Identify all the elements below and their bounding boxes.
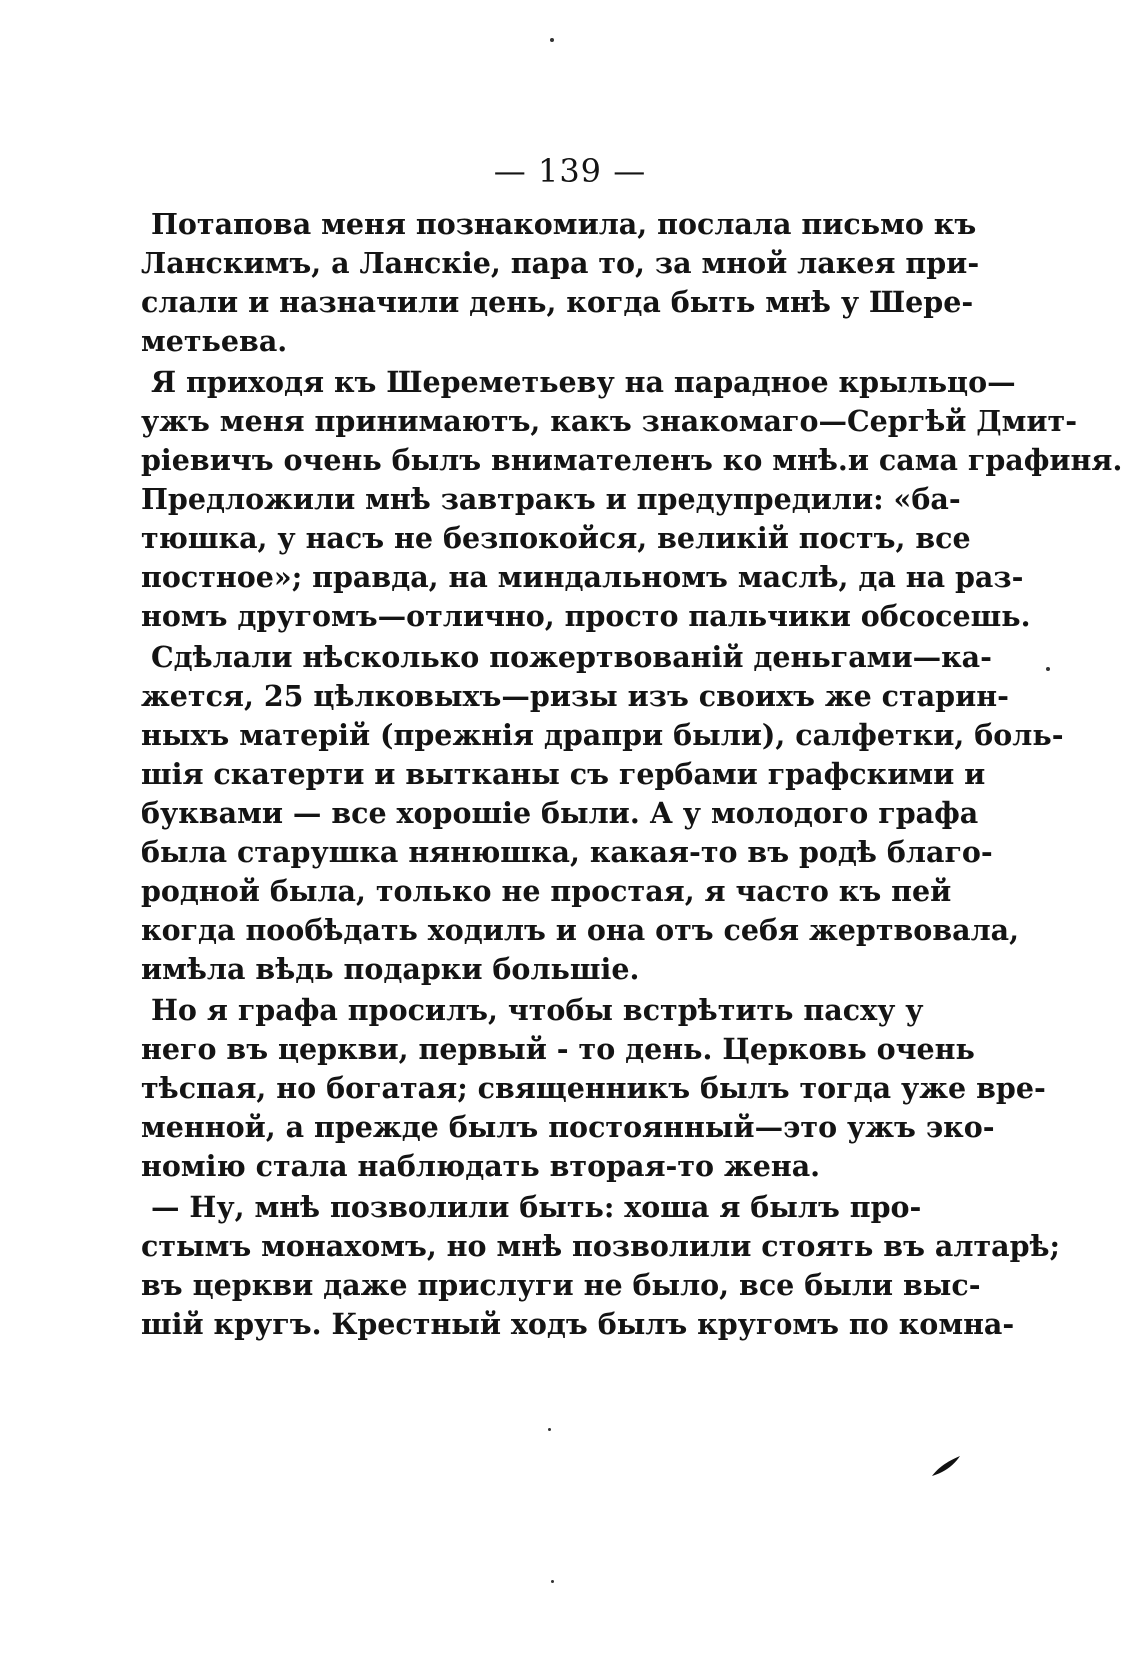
- page-number: — 139 —: [493, 152, 647, 190]
- text-line: была старушка нянюшка, какая-то въ родѣ благо-: [141, 835, 993, 869]
- text-line: постное»; правда, на миндальномъ маслѣ, да на раз-: [141, 560, 1024, 594]
- text-line: тюшка, у насъ не безпокойся, великій постъ, все: [141, 521, 971, 555]
- text-line: метьева.: [141, 324, 288, 358]
- text-line: Потапова меня познакомила, послала письмо къ: [151, 207, 977, 241]
- text-line: него въ церкви, первый - то день. Церковь очень: [141, 1032, 975, 1066]
- text-line: номъ другомъ—отлично, просто пальчики обсосешь.: [141, 599, 1031, 633]
- text-line: ныхъ матерій (прежнія драпри были), салфетки, боль-: [141, 718, 1064, 752]
- text-line: буквами — все хорошіе были. А у молодого графа: [141, 796, 979, 830]
- text-line: ріевичъ очень былъ внимателенъ ко мнѣ.и сама графиня.: [141, 443, 1123, 477]
- text-line: менной, а прежде былъ постоянный—это ужъ эко-: [141, 1110, 995, 1144]
- scan-speck: [550, 38, 554, 42]
- text-line: Я приходя къ Шереметьеву на парадное крыльцо—: [151, 365, 1016, 399]
- text-line: родной была, только не простая, я часто къ пей: [141, 874, 952, 908]
- text-line: — Ну, мнѣ позволили быть: хоша я былъ про-: [151, 1190, 922, 1224]
- text-line: когда пообѣдать ходилъ и она отъ себя жертвовала,: [141, 913, 1020, 947]
- text-line: Предложили мнѣ завтракъ и предупредили: «ба-: [141, 482, 961, 516]
- text-line: жется, 25 цѣлковыхъ—ризы изъ своихъ же старин-: [141, 679, 1009, 713]
- scan-speck: [548, 1428, 551, 1431]
- text-line: Но я графа просилъ, чтобы встрѣтить пасху у: [151, 993, 924, 1027]
- text-line: слали и назначили день, когда быть мнѣ у Шере-: [141, 285, 974, 319]
- text-line: въ церкви даже прислуги не было, все были выс-: [141, 1268, 981, 1302]
- text-line: Ланскимъ, а Ланскіе, пара то, за мной лакея при-: [141, 246, 980, 280]
- text-line: ужъ меня принимаютъ, какъ знакомаго—Сергѣй Дмит-: [141, 404, 1078, 438]
- text-line: имѣла вѣдь подарки большіе.: [141, 952, 640, 986]
- text-line: Сдѣлали нѣсколько пожертвованій деньгами—ка-: [151, 640, 992, 674]
- text-line: шія скатерти и вытканы съ гербами графскими и: [141, 757, 986, 791]
- ink-mark-icon: [928, 1454, 964, 1478]
- text-line: тѣспая, но богатая; священникъ былъ тогда уже вре-: [141, 1071, 1046, 1105]
- text-line: шій кругъ. Крестный ходъ былъ кругомъ по комна-: [141, 1307, 1015, 1341]
- text-line: стымъ монахомъ, но мнѣ позволили стоять въ алтарѣ;: [141, 1229, 1061, 1263]
- scan-speck: [551, 1580, 554, 1583]
- text-line: номію стала наблюдать вторая-то жена.: [141, 1149, 821, 1183]
- scan-speck: [1046, 667, 1050, 671]
